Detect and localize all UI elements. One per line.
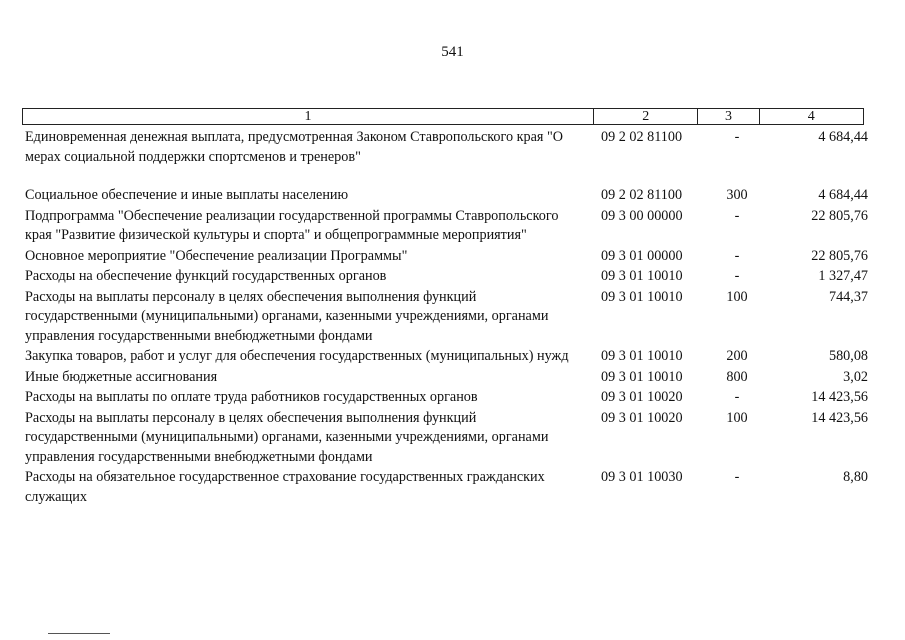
column-header-row	[23, 109, 864, 125]
row-code: 09 3 00 00000	[601, 207, 683, 224]
table-row	[25, 186, 870, 206]
row-amount: 22 805,76	[811, 207, 868, 224]
table-row	[25, 468, 870, 507]
table-row	[25, 388, 870, 408]
row-name: Единовременная денежная выплата, предусмотренная Законом Ставропольского края "О мерах социальной поддержки спортсменов и тренеров"	[25, 129, 564, 165]
row-amount: 4 684,44	[818, 129, 868, 145]
row-code: 09 3 01 10010	[601, 288, 683, 305]
row-type: 300	[726, 187, 748, 203]
column-header-table	[22, 108, 864, 125]
row-code: 09 3 01 10010	[601, 368, 683, 385]
row-amount: 3,02	[843, 368, 868, 385]
row-code: 09 2 02 81100	[601, 187, 683, 203]
row-name: Расходы на обеспечение функций государственных органов	[25, 268, 387, 284]
row-code: 09 3 01 10020	[601, 409, 683, 426]
table-row	[25, 347, 870, 367]
column-header-4: 4	[759, 109, 863, 125]
row-name: Иные бюджетные ассигнования	[25, 368, 218, 385]
row-code: 09 2 02 81100	[601, 129, 683, 145]
row-type: -	[734, 268, 740, 284]
row-amount: 22 805,76	[811, 247, 868, 264]
row-type: -	[734, 469, 740, 485]
row-type: 100	[726, 409, 748, 426]
row-type: -	[734, 389, 740, 405]
row-amount: 744,37	[828, 288, 868, 305]
row-amount: 580,08	[828, 348, 868, 364]
row-code: 09 3 01 10020	[601, 389, 683, 405]
row-amount: 8,80	[843, 469, 868, 485]
footnote-divider	[48, 633, 110, 634]
row-code: 09 3 01 10010	[601, 268, 683, 284]
row-type: -	[734, 207, 740, 224]
table-row	[25, 288, 870, 347]
row-code: 09 3 01 00000	[601, 247, 683, 264]
column-header-3: 3	[698, 109, 759, 125]
row-name: Социальное обеспечение и иные выплаты населению	[25, 187, 349, 203]
row-name: Подпрограмма "Обеспечение реализации государственной программы Ставропольского края "Развитие физической культуры и спорта" и общепрограммные мероприятия"	[25, 207, 559, 243]
row-amount: 14 423,56	[811, 389, 868, 405]
table-row	[25, 207, 870, 246]
table-body	[25, 128, 870, 507]
table-row	[25, 247, 870, 267]
row-code: 09 3 01 10030	[601, 469, 683, 485]
table-row	[25, 368, 870, 388]
row-type: 200	[726, 348, 748, 364]
row-amount: 1 327,47	[818, 268, 868, 284]
row-type: -	[734, 247, 740, 264]
row-name: Расходы на выплаты персоналу в целях обеспечения выполнения функций государственными (муниципальными) органами, казенными учреждениями, органами управления государственными внебюджетными фондами	[25, 288, 549, 344]
table-row	[25, 409, 870, 468]
column-header-2: 2	[594, 109, 698, 125]
row-name: Расходы на обязательное государственное страхование государственных гражданских служащих	[25, 469, 545, 505]
table-row	[25, 267, 870, 287]
row-code: 09 3 01 10010	[601, 348, 683, 364]
row-amount: 4 684,44	[818, 187, 868, 203]
table-row	[25, 128, 870, 167]
row-amount: 14 423,56	[811, 409, 868, 426]
row-type: -	[734, 129, 740, 145]
row-name: Основное мероприятие "Обеспечение реализации Программы"	[25, 247, 408, 264]
row-name: Расходы на выплаты по оплате труда работников государственных органов	[25, 389, 478, 405]
page-number: 541	[441, 44, 464, 60]
row-name: Закупка товаров, работ и услуг для обеспечения государственных (муниципальных) нужд	[25, 348, 569, 364]
row-type: 800	[726, 368, 748, 385]
row-type: 100	[726, 288, 748, 305]
row-name: Расходы на выплаты персоналу в целях обеспечения выполнения функций государственными (муниципальными) органами, казенными учреждениями, органами управления государственными внебюджетными фондами	[25, 409, 549, 465]
column-header-1: 1	[23, 109, 594, 125]
